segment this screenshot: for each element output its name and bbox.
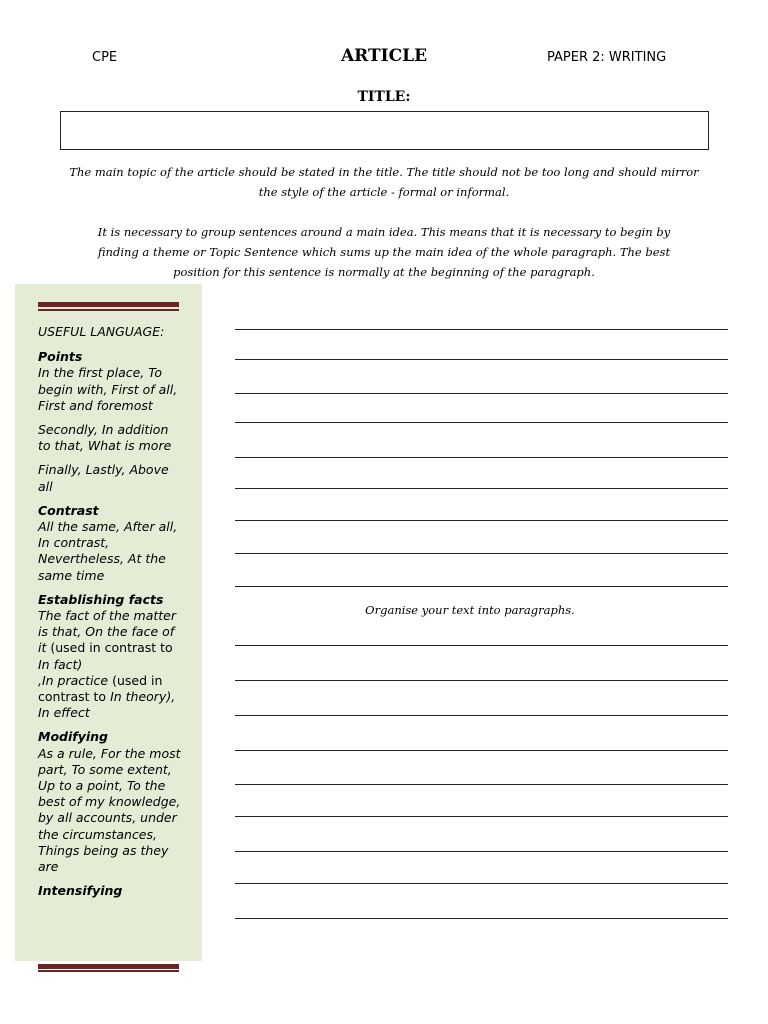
writing-line[interactable] bbox=[235, 553, 728, 554]
facts-part: The fact of the matter is that, On the face of it bbox=[38, 608, 177, 656]
facts-text bbox=[38, 608, 183, 721]
section-title-points: Points bbox=[38, 349, 83, 365]
header-course: CPE bbox=[92, 50, 118, 65]
instruction-paragraph: It is necessary to group sentences around a main idea. This means that it is necessary to begin by finding a theme or Topic Sentence which sums up the main idea of the whole paragraph. The best position for this sentence is normally at the beginning of the paragraph. bbox=[97, 225, 671, 279]
header-paper: PAPER 2: WRITING bbox=[547, 50, 667, 65]
writing-line[interactable] bbox=[235, 883, 728, 884]
sidebar-heading: USEFUL LANGUAGE: bbox=[38, 324, 165, 339]
facts-part: ,In practice bbox=[38, 672, 109, 688]
sidebar-top-divider-thin bbox=[38, 309, 179, 311]
section-title-facts: Establishing facts bbox=[38, 591, 164, 607]
title-input-box[interactable] bbox=[60, 111, 709, 150]
sidebar-bottom-divider-thin bbox=[38, 970, 179, 972]
writing-line[interactable] bbox=[235, 715, 728, 716]
points-text-2: Secondly, In addition to that, What is more bbox=[38, 422, 172, 454]
writing-line[interactable] bbox=[235, 359, 728, 360]
modifying-text: As a rule, For the most part, To some extent, Up to a point, To the best of my knowledge, by all accounts, under the circumstances, Things being as they are bbox=[38, 745, 181, 875]
facts-part: In theory), In effect bbox=[38, 689, 176, 721]
facts-part: (used in contrast to bbox=[46, 640, 173, 656]
instruction-title: The main topic of the article should be stated in the title. The title should not be too long and should mirror the style of the article - formal or informal. bbox=[69, 165, 699, 199]
writing-line[interactable] bbox=[235, 784, 728, 785]
section-title-contrast: Contrast bbox=[38, 502, 99, 518]
writing-line[interactable] bbox=[235, 750, 728, 751]
sidebar-content bbox=[38, 324, 183, 900]
sidebar-bottom-divider bbox=[38, 964, 179, 969]
writing-line[interactable] bbox=[235, 520, 728, 521]
page-title: ARTICLE bbox=[340, 46, 428, 66]
section-title-modifying: Modifying bbox=[38, 729, 108, 745]
contrast-text: All the same, After all, In contrast, Nevertheless, At the same time bbox=[38, 519, 178, 583]
writing-line[interactable] bbox=[235, 680, 728, 681]
writing-line[interactable] bbox=[235, 816, 728, 817]
writing-line[interactable] bbox=[235, 586, 728, 587]
points-text-3: Finally, Lastly, Above all bbox=[38, 462, 169, 494]
writing-line[interactable] bbox=[235, 488, 728, 489]
writing-line[interactable] bbox=[235, 393, 728, 394]
writing-line[interactable] bbox=[235, 851, 728, 852]
section-title-intensifying: Intensifying bbox=[38, 883, 123, 899]
writing-line[interactable] bbox=[235, 918, 728, 919]
facts-part: In fact) bbox=[38, 656, 83, 672]
writing-line[interactable] bbox=[235, 457, 728, 458]
writing-line[interactable] bbox=[235, 645, 728, 646]
organise-note: Organise your text into paragraphs. bbox=[365, 603, 575, 617]
sidebar-top-divider bbox=[38, 302, 179, 307]
writing-line[interactable] bbox=[235, 329, 728, 330]
writing-line[interactable] bbox=[235, 422, 728, 423]
points-text-1: In the first place, To begin with, First of all, First and foremost bbox=[38, 365, 178, 413]
facts-part: (used in contrast to bbox=[38, 672, 163, 705]
title-label: TITLE: bbox=[357, 89, 411, 105]
